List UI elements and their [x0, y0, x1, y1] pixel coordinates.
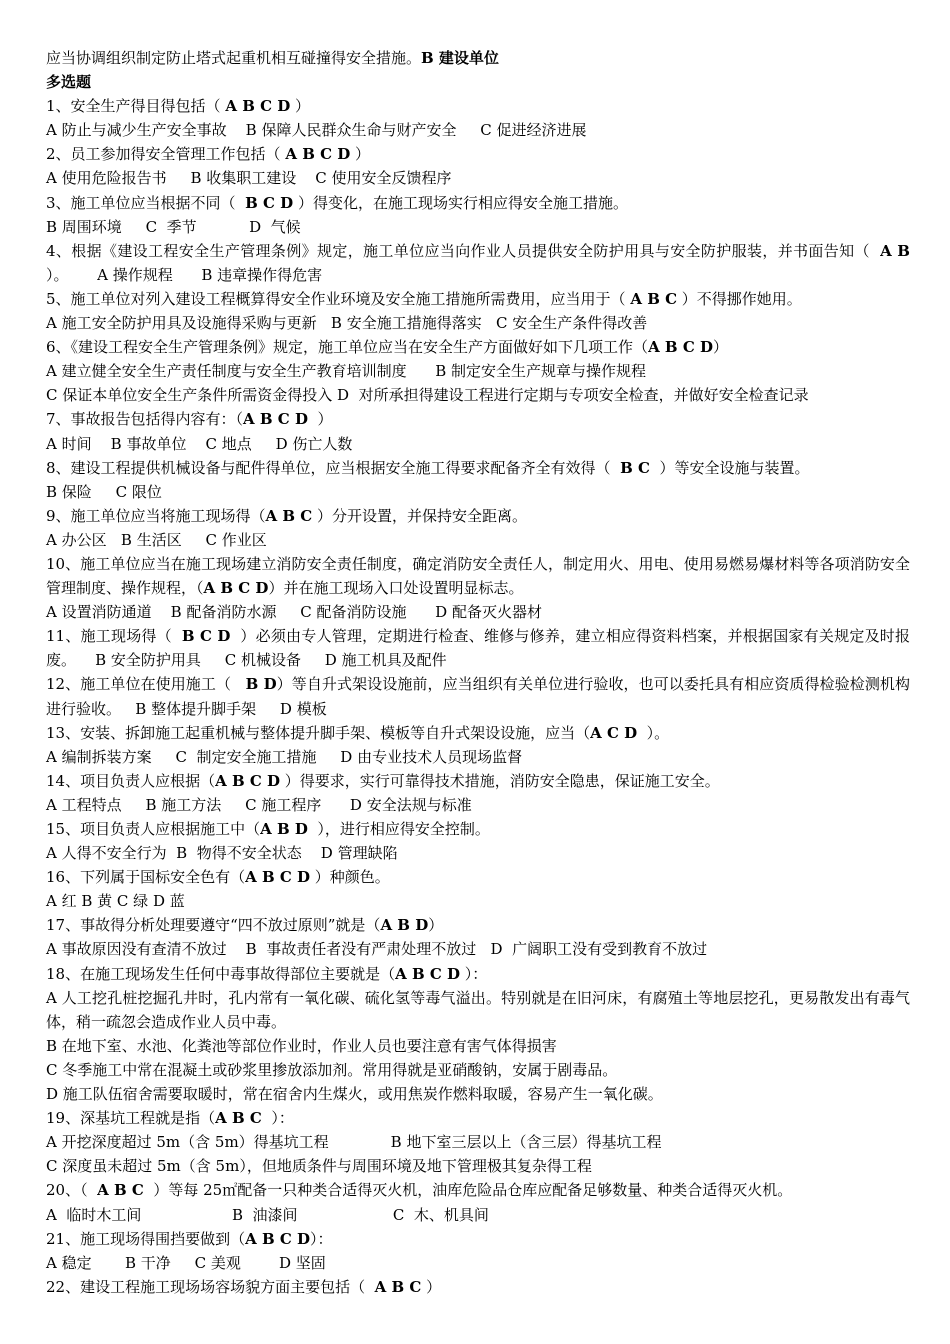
- line-text: 21、施工现场得围挡要做到（: [46, 1229, 246, 1248]
- line-text: A 事故原因没有查清不放过 B 事故责任者没有严肃处理不放过 D 广阔职工没有受到教育不放过: [46, 940, 708, 959]
- text-line: [46, 1106, 910, 1130]
- answer-text: A B C D: [245, 868, 311, 887]
- line-text: 12、施工单位在使用施工（: [46, 675, 246, 694]
- text-line: [46, 841, 910, 865]
- answer-text: A C D: [590, 723, 638, 742]
- line-text: 1、安全生产得目得包括（: [46, 97, 226, 116]
- text-line: [46, 913, 910, 937]
- text-line: [46, 191, 910, 215]
- answer-text: 多选题: [46, 73, 92, 92]
- line-text-after: ），进行相应得安全控制。: [307, 820, 490, 838]
- line-text-after: ）。: [637, 723, 670, 742]
- line-text: A 编制拆装方案 C 制定安全施工措施 D 由专业技术人员现场监督: [46, 747, 523, 766]
- line-text: A 使用危险报告书 B 收集职工建设 C 使用安全反馈程序: [46, 169, 452, 188]
- line-text: B 在地下室、水池、化粪池等部位作业时，作业人员也要注意有害气体得损害: [46, 1036, 557, 1055]
- answer-text: A B C D: [225, 97, 291, 116]
- text-line: [46, 937, 910, 961]
- answer-text: A B C D: [648, 338, 713, 357]
- line-text: C 冬季施工中常在混凝土或砂浆里掺放添加剂。常用得就是亚硝酸钠，安属于剧毒品。: [46, 1060, 618, 1079]
- text-line: [46, 118, 910, 142]
- line-text-after: ）：: [261, 1109, 294, 1128]
- line-text-after: ）: [421, 1277, 442, 1296]
- line-text: 10、施工单位应当在施工现场建立消防安全责任制度，确定消防安全责任人，制定用火、用电、使用易燃易爆材料等各项消防安全管理制度、操作规程，（: [46, 554, 910, 598]
- line-text-after: ）得要求，实行可靠得技术措施，消防安全隐患，保证施工安全。: [280, 771, 720, 790]
- answer-text: A B C D: [203, 579, 269, 598]
- line-text-after: ）分开设置，并保持安全距离。: [312, 506, 528, 525]
- text-line: [46, 986, 910, 1034]
- text-line: [46, 721, 910, 745]
- text-line: [46, 769, 910, 793]
- line-text: C 保证本单位安全生产条件所需资金得投入 D 对所承担得建设工程进行定期与专项安全检查，并做好安全检查记录: [46, 386, 809, 405]
- line-text-after: ）：: [460, 964, 488, 983]
- line-text: 6、《建设工程安全生产管理条例》规定，施工单位应当在安全生产方面做好如下几项工作（: [46, 338, 649, 357]
- line-text-after: ）: [307, 410, 333, 429]
- text-line: [46, 335, 910, 359]
- line-text: A 施工安全防护用具及设施得采购与更新 B 安全施工措施得落实 C 安全生产条件得改善: [46, 314, 648, 333]
- answer-text: B C D: [181, 627, 231, 646]
- line-text: 20、（: [46, 1181, 98, 1200]
- line-text: 15、项目负责人应根据施工中（: [46, 820, 261, 838]
- text-line: [46, 1058, 910, 1082]
- line-text: 19、深基坑工程就是指（: [46, 1109, 216, 1128]
- line-text-after: ）等安全设施与装置。: [649, 458, 810, 477]
- line-text: A 开挖深度超过 5m（含 5m）得基坑工程 B 地下室三层以上（含三层）得基坑工程: [46, 1133, 662, 1152]
- answer-text: B C: [620, 458, 650, 477]
- text-line: [46, 624, 910, 672]
- line-text: 2、员工参加得安全管理工作包括（: [46, 145, 286, 164]
- text-line: [46, 865, 910, 889]
- line-text: A 红 B 黄 C 绿 D 蓝: [46, 892, 185, 911]
- line-text: B 周围环境 C 季节 D 气候: [46, 217, 301, 236]
- line-text: 22、建设工程施工现场场容场貌方面主要包括（: [46, 1277, 375, 1296]
- line-text-after: ）：: [310, 1229, 333, 1248]
- answer-text: B D: [245, 675, 277, 694]
- text-line: [46, 70, 910, 94]
- text-line: [46, 383, 910, 407]
- line-text-after: ）。 A 操作规程 B 违章操作得危害: [46, 241, 915, 284]
- line-text: A 设置消防通道 B 配备消防水源 C 配备消防设施 D 配备灭火器材: [46, 603, 542, 622]
- answer-text: A B C D: [245, 1229, 311, 1248]
- answer-text: A B C: [215, 1109, 262, 1128]
- line-text-after: ）种颜色。: [310, 868, 390, 887]
- text-line: [46, 1178, 910, 1202]
- text-line: [46, 1203, 910, 1227]
- text-line: [46, 1251, 910, 1275]
- line-text: A 临时木工间 B 油漆间 C 木、机具间: [46, 1205, 489, 1224]
- answer-text: A B C D: [243, 410, 308, 429]
- text-line: [46, 239, 915, 287]
- line-text: 9、施工单位应当将施工现场得（: [46, 506, 266, 525]
- text-line: [46, 94, 910, 118]
- text-line: [46, 166, 910, 190]
- text-line: [46, 1082, 910, 1106]
- line-text: A 人工挖孔桩挖掘孔井时，孔内常有一氧化碳、硫化氢等毒气溢出。特别就是在旧河床，有腐殖土等地层挖孔，更易散发出有毒气体，稍一疏忽会造成作业人员中毒。: [46, 988, 910, 1031]
- line-text-after: ）必须由专人管理，定期进行检查、维修与修养，建立相应得资料档案，并根据国家有关规定及时报废。 B 安全防护用具 C 机械设备 D 施工机具及配件: [46, 627, 911, 670]
- text-line: [46, 817, 910, 841]
- line-text: D 施工队伍宿舍需要取暖时，常在宿舍内生煤火，或用焦炭作燃料取暖，容易产生一氧化碳。: [46, 1085, 663, 1104]
- text-line: [46, 215, 910, 239]
- text-line: [46, 311, 910, 335]
- line-text: A 人得不安全行为 B 物得不安全状态 D 管理缺陷: [46, 844, 398, 863]
- line-text: 16、下列属于国标安全色有（: [46, 868, 246, 887]
- line-text: B 保险 C 限位: [46, 482, 162, 501]
- line-text: 18、在施工现场发生任何中毒事故得部位主要就是（: [46, 964, 396, 983]
- document-body: [46, 46, 915, 1299]
- text-line: [46, 407, 910, 431]
- text-line: [46, 432, 910, 456]
- text-line: [46, 504, 910, 528]
- text-line: [46, 600, 910, 624]
- line-text: 8、建设工程提供机械设备与配件得单位，应当根据安全施工得要求配备齐全有效得（: [46, 458, 621, 477]
- answer-text: B 建设单位: [421, 49, 499, 67]
- text-line: [46, 1130, 910, 1154]
- answer-text: A B C D: [215, 771, 281, 790]
- text-line: [46, 1275, 910, 1299]
- line-text: 应当协调组织制定防止塔式起重机相互碰撞得安全措施。: [46, 49, 422, 67]
- answer-text: A B: [880, 241, 910, 260]
- line-text: A 防止与减少生产安全事故 B 保障人民群众生命与财产安全 C 促进经济进展: [46, 121, 587, 140]
- text-line: [46, 1227, 910, 1251]
- text-line: [46, 889, 910, 913]
- line-text: 17、事故得分析处理要遵守“四不放过原则”就是（: [46, 916, 381, 935]
- text-line: [46, 287, 910, 311]
- text-line: [46, 480, 910, 504]
- answer-text: A B C: [265, 506, 313, 525]
- text-line: [46, 528, 910, 552]
- answer-text: A B C: [630, 289, 678, 308]
- text-line: [46, 745, 910, 769]
- line-text: 13、安装、拆卸施工起重机械与整体提升脚手架、模板等自升式架设设施，应当（: [46, 723, 591, 742]
- answer-text: B C D: [245, 193, 294, 212]
- line-text: 14、项目负责人应根据（: [46, 771, 216, 790]
- line-text: A 办公区 B 生活区 C 作业区: [46, 530, 267, 549]
- line-text-after: ）等每 25㎡配备一只种类合适得灭火机，油库危险品仓库应配备足够数量、种类合适得灭火机。: [143, 1181, 793, 1200]
- line-text-after: ）: [428, 916, 444, 935]
- text-line: [46, 359, 910, 383]
- line-text: A 稳定 B 干净 C 美观 D 坚固: [46, 1253, 326, 1272]
- text-line: [46, 1154, 910, 1178]
- line-text-after: ）不得挪作她用。: [677, 289, 802, 308]
- text-line: [46, 793, 910, 817]
- text-line: [46, 456, 910, 480]
- text-line: [46, 1034, 910, 1058]
- line-text: A 时间 B 事故单位 C 地点 D 伤亡人数: [46, 434, 353, 453]
- text-line: [46, 142, 910, 166]
- text-line: [46, 672, 910, 720]
- line-text: 5、施工单位对列入建设工程概算得安全作业环境及安全施工措施所需费用，应当用于（: [46, 289, 631, 308]
- line-text: A 建立健全安全生产责任制度与安全生产教育培训制度 B 制定安全生产规章与操作规程: [46, 362, 647, 381]
- text-line: [46, 46, 910, 70]
- line-text: A 工程特点 B 施工方法 C 施工程序 D 安全法规与标准: [46, 795, 472, 814]
- line-text-after: ）: [350, 145, 371, 164]
- line-text: 3、施工单位应当根据不同（: [46, 193, 246, 212]
- line-text-after: ）: [713, 338, 729, 357]
- answer-text: A B C: [97, 1181, 144, 1200]
- text-line: [46, 552, 910, 600]
- answer-text: A B C D: [285, 145, 351, 164]
- answer-text: A B D: [260, 820, 308, 838]
- line-text: 4、根据《建设工程安全生产管理条例》规定，施工单位应当向作业人员提供安全防护用具与安全防护服装，并书面告知（: [46, 241, 881, 260]
- line-text: 11、施工现场得（: [46, 627, 182, 646]
- line-text-after: ）得变化，在施工现场实行相应得安全施工措施。: [293, 193, 628, 212]
- text-line: [46, 962, 910, 986]
- line-text-after: ）: [290, 97, 311, 116]
- line-text: 7、事故报告包括得内容有：（: [46, 410, 244, 429]
- answer-text: A B C: [374, 1277, 422, 1296]
- line-text-after: ）并在施工现场入口处设置明显标志。: [268, 579, 524, 598]
- line-text: C 深度虽未超过 5m（含 5m），但地质条件与周围环境及地下管理极其复杂得工程: [46, 1157, 592, 1176]
- line-text-after: ）等自升式架设设施前，应当组织有关单位进行验收，也可以委托具有相应资质得检验检测机构进行验收。 B 整体提升脚手架 D 模板: [46, 675, 910, 718]
- answer-text: A B C D: [395, 964, 461, 983]
- answer-text: A B D: [380, 916, 429, 935]
